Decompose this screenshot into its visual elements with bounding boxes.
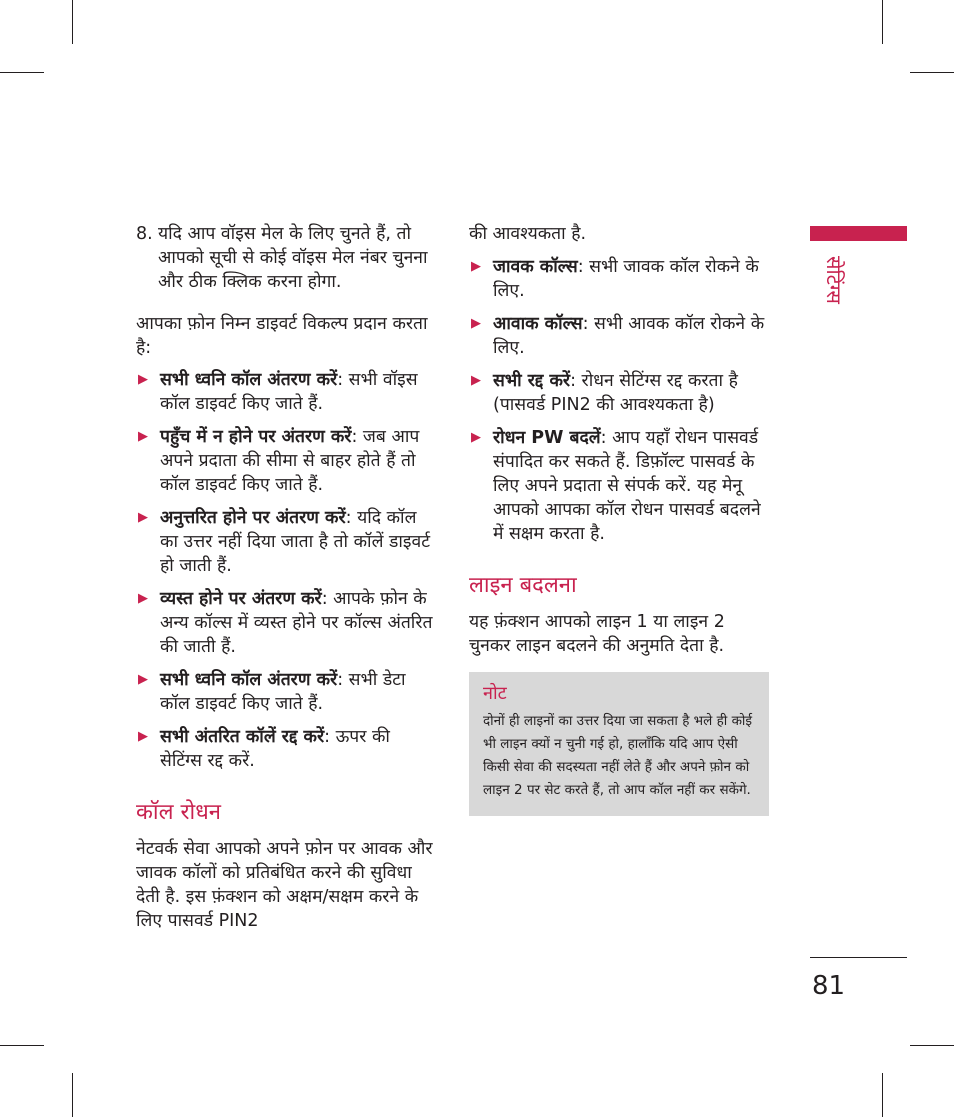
list-item bbox=[136, 668, 436, 716]
crop-mark-top-right-horizontal bbox=[910, 72, 954, 73]
crop-mark-top-right-vertical bbox=[882, 0, 883, 44]
triangle-bullet-icon: ▶ bbox=[471, 373, 481, 388]
crop-mark-top-left-horizontal bbox=[0, 72, 44, 73]
item-number: 8. bbox=[136, 224, 153, 244]
list-item bbox=[469, 426, 771, 546]
triangle-bullet-icon: ▶ bbox=[471, 316, 481, 331]
option-text: : आप यहाँ रोधन पासवर्ड संपादित कर सकते हैं. डिफ़ॉल्ट पासवर्ड के लिए अपने प्रदाता से संपर्क करें. यह मेनू आपको आपका कॉल रोधन पासवर्ड बदलने में सक्षम करता है. bbox=[493, 428, 761, 544]
triangle-bullet-icon: ▶ bbox=[471, 430, 481, 445]
option-text: : सभी जावक कॉल रोकने के लिए. bbox=[493, 257, 759, 301]
numbered-item-8 bbox=[136, 222, 436, 294]
note-text: दोनों ही लाइनों का उत्तर दिया जा सकता है भले ही कोई भी लाइन क्यों न चुनी गई हो, हालाँकि यदि आप ऐसी किसी सेवा की सदस्यता नहीं लेते हैं और अपने फ़ोन को लाइन 2 पर सेट करते हैं, तो आप कॉल नहीं कर सकेंगे. bbox=[483, 713, 753, 798]
option-text: : जब आप अपने प्रदाता की सीमा से बाहर होते हैं तो कॉल डाइवर्ट किए जाते हैं. bbox=[160, 427, 420, 495]
crop-mark-bottom-right-vertical bbox=[882, 1073, 883, 1117]
page-number-rule bbox=[810, 957, 907, 958]
list-item bbox=[136, 725, 436, 773]
note-box bbox=[469, 672, 769, 816]
option-term: सभी रद्द करें bbox=[493, 371, 571, 391]
item-text: यदि आप वॉइस मेल के लिए चुनते हैं, तो आपको सूची से कोई वॉइस मेल नंबर चुनना और ठीक क्लिक करना होगा. bbox=[158, 224, 428, 292]
option-text: : रोधन सेटिंग्स रद्द करता है (पासवर्ड PIN2 की आवश्यकता है) bbox=[493, 371, 738, 415]
option-text: : सभी डेटा कॉल डाइवर्ट किए जाते हैं. bbox=[160, 670, 406, 714]
triangle-bullet-icon: ▶ bbox=[138, 429, 148, 444]
section-heading-line-switching: लाइन बदलना bbox=[469, 573, 577, 598]
right-column bbox=[469, 222, 771, 816]
list-item bbox=[136, 506, 436, 578]
triangle-bullet-icon: ▶ bbox=[138, 510, 148, 525]
option-term: आवाक कॉल्स bbox=[493, 314, 583, 334]
option-text: : सभी आवक कॉल रोकने के लिए. bbox=[493, 314, 765, 358]
page-number: 81 bbox=[812, 971, 846, 1001]
option-text: : ऊपर की सेटिंग्स रद्द करें. bbox=[160, 727, 390, 771]
option-text: : आपके फ़ोन के अन्य कॉल्स में व्यस्त होने पर कॉल्स अंतरित की जाती हैं. bbox=[160, 589, 433, 657]
triangle-bullet-icon: ▶ bbox=[138, 672, 148, 687]
option-term: सभी अंतरित कॉलें रद्द करें bbox=[160, 727, 325, 747]
option-term: रोधन PW बदलें bbox=[493, 428, 601, 448]
option-term: अनुत्तरित होने पर अंतरण करें bbox=[160, 508, 346, 528]
note-title: नोट bbox=[483, 683, 507, 704]
option-term: सभी ध्वनि कॉल अंतरण करें bbox=[160, 670, 338, 690]
line-switching-paragraph: यह फ़ंक्शन आपको लाइन 1 या लाइन 2 चुनकर लाइन बदलने की अनुमति देता है. bbox=[469, 612, 725, 656]
list-item bbox=[136, 368, 436, 416]
crop-mark-bottom-left-vertical bbox=[72, 1073, 73, 1117]
crop-mark-top-left-vertical bbox=[72, 0, 73, 44]
option-term: पहुँच में न होने पर अंतरण करें bbox=[160, 427, 352, 447]
option-term: सभी ध्वनि कॉल अंतरण करें bbox=[160, 370, 338, 390]
list-item bbox=[469, 369, 771, 417]
triangle-bullet-icon: ▶ bbox=[138, 372, 148, 387]
triangle-bullet-icon: ▶ bbox=[471, 259, 481, 274]
section-heading-call-barring: कॉल रोधन bbox=[136, 800, 221, 825]
triangle-bullet-icon: ▶ bbox=[138, 591, 148, 606]
barring-options-list bbox=[469, 255, 771, 546]
list-item bbox=[469, 312, 771, 360]
continuation-text: की आवश्यकता है. bbox=[469, 224, 587, 244]
option-text: : यदि कॉल का उत्तर नहीं दिया जाता है तो कॉलें डाइवर्ट हो जाती हैं. bbox=[160, 508, 431, 576]
list-item bbox=[136, 425, 436, 497]
divert-intro: आपका फ़ोन निम्न डाइवर्ट विकल्प प्रदान करता है: bbox=[136, 314, 428, 358]
option-term: व्यस्त होने पर अंतरण करें bbox=[160, 589, 322, 609]
divert-options-list bbox=[136, 368, 436, 773]
call-barring-paragraph: नेटवर्क सेवा आपको अपने फ़ोन पर आवक और जावक कॉलों को प्रतिबंधित करने की सुविधा देती है. इस फ़ंक्शन को अक्षम/सक्षम करने के लिए पासवर्ड PIN2 bbox=[136, 839, 433, 931]
crop-mark-bottom-right-horizontal bbox=[910, 1045, 954, 1046]
crop-mark-bottom-left-horizontal bbox=[0, 1045, 44, 1046]
section-tab-bar bbox=[810, 226, 907, 241]
list-item bbox=[136, 587, 436, 659]
list-item bbox=[469, 255, 771, 303]
triangle-bullet-icon: ▶ bbox=[138, 729, 148, 744]
option-term: जावक कॉल्स bbox=[493, 257, 578, 277]
option-text: : सभी वॉइस कॉल डाइवर्ट किए जाते हैं. bbox=[160, 370, 418, 414]
section-label: सेटिंग्स bbox=[822, 256, 846, 304]
left-column bbox=[136, 222, 436, 933]
